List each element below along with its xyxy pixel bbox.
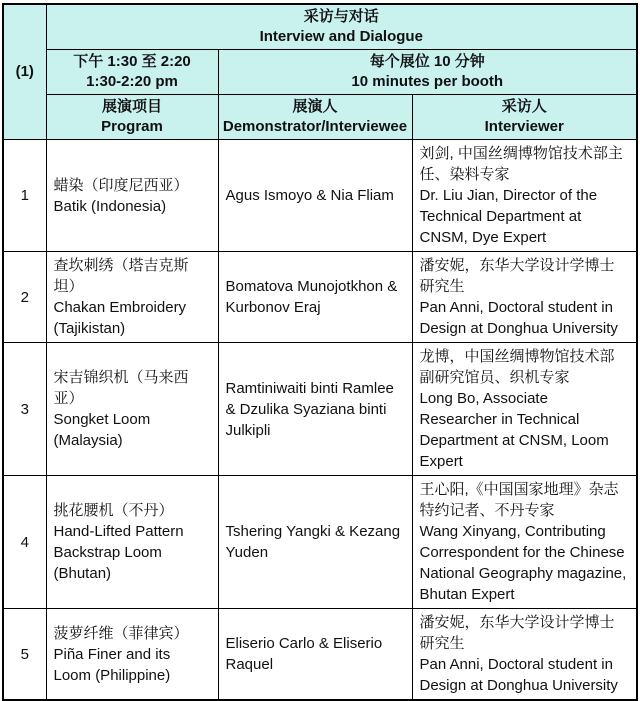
header-row-time (3, 50, 637, 95)
table-row (3, 140, 637, 252)
column-header-demonstrator-zh: 展演人 (292, 98, 338, 115)
program-cell (46, 476, 218, 609)
interviewer-cell (412, 343, 637, 476)
program-en: Chakan Embroidery (Tajikistan) (53, 299, 187, 337)
corner-label: (1) (15, 63, 34, 80)
header-row-columns (3, 95, 637, 140)
time-cell (46, 50, 218, 95)
column-header-interviewer (412, 95, 637, 140)
interviewer-zh: 潘安妮，东华大学设计学博士研究生 (419, 614, 615, 652)
program-cell (46, 609, 218, 701)
title-en: Interview and Dialogue (259, 28, 423, 45)
demonstrator-names: Agus Ismoyo & Nia Fliam (225, 187, 394, 204)
row-number-cell (3, 609, 46, 701)
demonstrator-names: Ramtiniwaiti binti Ramlee & Dzulika Syaziana binti Julkipli (225, 379, 394, 439)
duration-zh: 每个展位 10 分钟 (369, 53, 485, 70)
column-header-demonstrator (218, 95, 412, 140)
interviewer-zh: 王心阳,《中国国家地理》杂志特约记者、不丹专家 (419, 481, 619, 519)
demonstrator-cell (218, 343, 412, 476)
demonstrator-cell (218, 252, 412, 343)
column-header-interviewer-en: Interviewer (484, 118, 564, 135)
program-zh: 菠萝纤维（菲律宾） (53, 624, 189, 642)
title-zh: 采访与对话 (303, 8, 379, 25)
table-row (3, 343, 637, 476)
demonstrator-names: Tshering Yangki & Kezang Yuden (225, 523, 401, 561)
interviewer-zh: 潘安妮，东华大学设计学博士研究生 (419, 257, 615, 295)
row-number: 2 (20, 288, 29, 306)
interviewer-cell (412, 140, 637, 252)
interviewer-cell (412, 252, 637, 343)
row-number-cell (3, 252, 46, 343)
program-zh: 挑花腰机（不丹） (53, 502, 174, 519)
program-en: Songket Loom (Malaysia) (53, 411, 151, 449)
program-en: Piña Finer and its Loom (Philippine) (53, 645, 171, 684)
interviewer-zh: 龙博，中国丝绸博物馆技术部副研究馆员、织机专家 (419, 348, 615, 386)
interviewer-cell (412, 609, 637, 701)
program-zh: 宋吉锦织机（马来西亚） (53, 369, 189, 407)
program-en: Batik (Indonesia) (53, 197, 167, 215)
row-number: 3 (20, 400, 29, 418)
duration-en: 10 minutes per booth (351, 73, 504, 90)
program-cell (46, 343, 218, 476)
interviewer-cell (412, 476, 637, 609)
program-cell (46, 140, 218, 252)
program-zh: 蜡染（印度尼西亚） (53, 176, 189, 194)
interviewer-en: Wang Xinyang, Contributing Correspondent for the Chinese National Geography magazine, Bhutan Expert (419, 523, 627, 603)
time-zh: 下午 1:30 至 2:20 (73, 53, 191, 70)
column-header-demonstrator-en: Demonstrator/Interviewee (222, 118, 408, 135)
table-row (3, 609, 637, 701)
time-en: 1:30-2:20 pm (86, 73, 178, 90)
row-number: 5 (20, 645, 29, 663)
row-number-cell (3, 140, 46, 252)
program-en: Hand-Lifted Pattern Backstrap Loom (Bhutan) (53, 523, 184, 582)
header-row-title (3, 4, 637, 50)
demonstrator-cell (218, 140, 412, 252)
interviewer-en: Pan Anni, Doctoral student in Design at Donghua University (419, 299, 618, 337)
interviewer-en: Dr. Liu Jian, Director of the Technical Department at CNSM, Dye Expert (419, 187, 598, 246)
demonstrator-cell (218, 476, 412, 609)
program-zh: 查坎刺绣（塔吉克斯坦） (53, 257, 189, 295)
interview-schedule-table (2, 3, 638, 701)
demonstrator-names: Eliserio Carlo & Eliserio Raquel (225, 635, 383, 673)
title-cell (46, 4, 637, 50)
table-row (3, 252, 637, 343)
duration-cell (218, 50, 637, 95)
corner-label-cell (3, 4, 46, 140)
row-number: 1 (20, 187, 29, 204)
interviewer-en: Long Bo, Associate Researcher in Technical Department at CNSM, Loom Expert (419, 390, 609, 470)
column-header-program (46, 95, 218, 140)
interviewer-en: Pan Anni, Doctoral student in Design at Donghua University (419, 656, 618, 694)
row-number: 4 (20, 533, 29, 551)
column-header-interviewer-zh: 采访人 (501, 98, 547, 115)
column-header-program-zh: 展演项目 (101, 98, 162, 115)
program-cell (46, 252, 218, 343)
row-number-cell (3, 343, 46, 476)
interviewer-zh: 刘剑, 中国丝绸博物馆技术部主任、染料专家 (419, 145, 623, 183)
table-row (3, 476, 637, 609)
column-header-program-en: Program (101, 118, 163, 135)
row-number-cell (3, 476, 46, 609)
demonstrator-cell (218, 609, 412, 701)
demonstrator-names: Bomatova Munojotkhon & Kurbonov Eraj (225, 278, 398, 316)
